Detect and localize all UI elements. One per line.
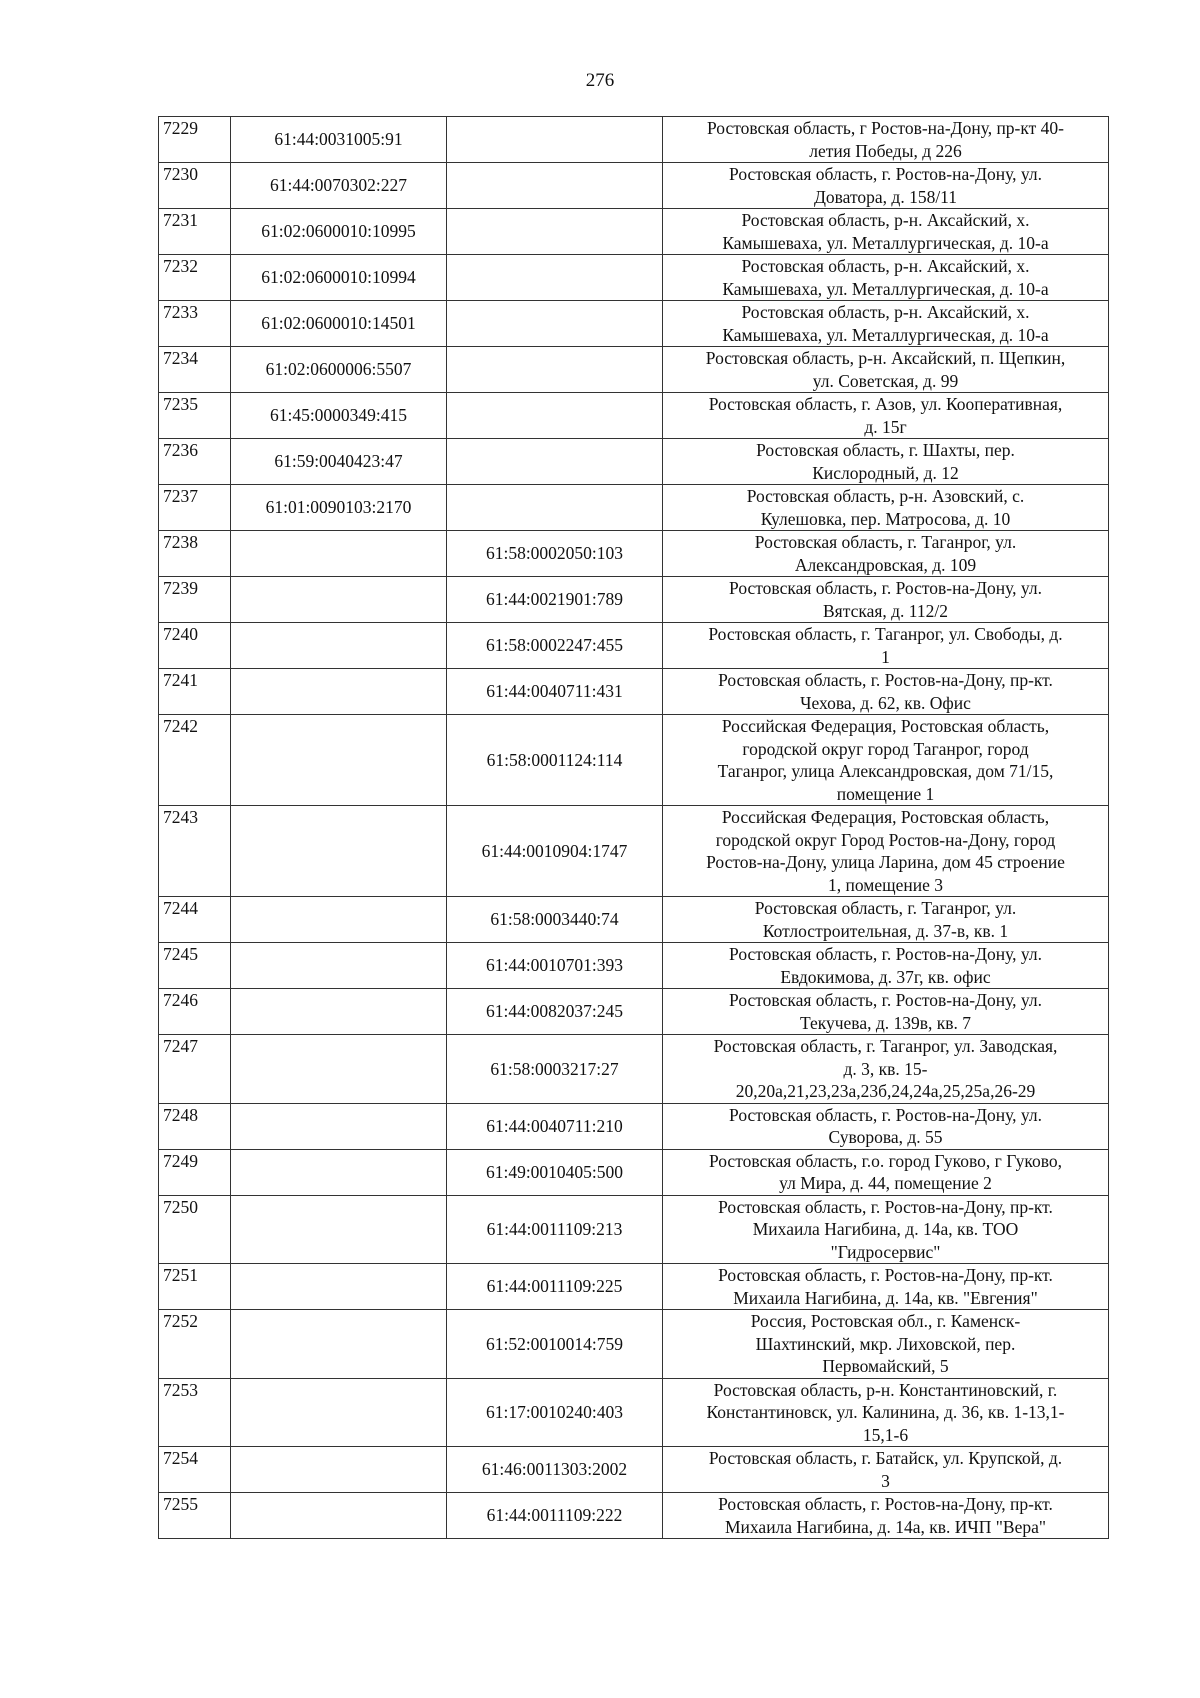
row-number-cell: 7230 [159,163,231,209]
cadastral-number-cell [231,1195,447,1264]
row-number-cell: 7240 [159,623,231,669]
building-cadastral-number-cell: 61:46:0011303:2002 [447,1447,663,1493]
row-number-cell: 7231 [159,209,231,255]
address-cell [663,715,1109,806]
address-line: Камышеваха, ул. Металлургическая, д. 10-а [722,278,1049,299]
table-row [159,806,1109,897]
cadastral-number-cell [231,1378,447,1447]
table-row [159,1447,1109,1493]
cadastral-number-cell [231,669,447,715]
property-registry-table [158,116,1109,1539]
address-cell [663,897,1109,943]
row-number-cell: 7229 [159,117,231,163]
address-line: 15,1-6 [862,1424,909,1445]
building-cadastral-number-cell: 61:58:0002050:103 [447,531,663,577]
building-cadastral-number-cell: 61:44:0010701:393 [447,943,663,989]
row-number-cell: 7236 [159,439,231,485]
address-cell [663,1310,1109,1379]
building-cadastral-number-cell [447,117,663,163]
table-row [159,1149,1109,1195]
address-line: Суворова, д. 55 [828,1127,943,1147]
address-line: Ростов-на-Дону, улица Ларина, дом 45 строение [706,852,1065,872]
address-cell [663,1103,1109,1149]
address-cell [663,577,1109,623]
row-number-cell: 7247 [159,1035,231,1104]
cadastral-number-cell: 61:02:0600006:5507 [231,347,447,393]
address-line: Ростовская область, г.о. город Гуково, г Гуково, [708,1150,1063,1171]
cadastral-number-cell: 61:59:0040423:47 [231,439,447,485]
table-row [159,301,1109,347]
cadastral-number-cell [231,577,447,623]
address-line: Ростовская область, г. Батайск, ул. Крупской, д. [708,1448,1063,1468]
cadastral-number-cell [231,943,447,989]
building-cadastral-number-cell: 61:58:0001124:114 [447,715,663,806]
table-row [159,1035,1109,1104]
address-cell [663,393,1109,439]
building-cadastral-number-cell: 61:17:0010240:403 [447,1378,663,1447]
address-line: ул. Советская, д. 99 [812,370,959,391]
building-cadastral-number-cell [447,209,663,255]
address-line: Вятская, д. 112/2 [822,600,949,621]
address-line: Первомайский, 5 [822,1356,949,1376]
building-cadastral-number-cell [447,163,663,209]
cadastral-number-cell [231,715,447,806]
building-cadastral-number-cell: 61:44:0082037:245 [447,989,663,1035]
address-cell [663,1378,1109,1447]
cadastral-number-cell: 61:45:0000349:415 [231,393,447,439]
address-cell [663,1195,1109,1264]
building-cadastral-number-cell: 61:49:0010405:500 [447,1149,663,1195]
address-line: Ростовская область, г. Ростов-на-Дону, пр-кт. [718,1494,1053,1514]
table-row [159,715,1109,806]
building-cadastral-number-cell [447,347,663,393]
cadastral-number-cell [231,1310,447,1379]
row-number-cell: 7245 [159,943,231,989]
cadastral-number-cell [231,1103,447,1149]
building-cadastral-number-cell: 61:44:0010904:1747 [447,806,663,897]
cadastral-number-cell [231,1149,447,1195]
row-number-cell: 7251 [159,1264,231,1310]
row-number-cell: 7255 [159,1493,231,1539]
table-row [159,1264,1109,1310]
table-row [159,1493,1109,1539]
address-line: 3 [881,1470,890,1491]
address-line: 20,20а,21,23,23а,23б,24,24а,25,25а,26-29 [735,1081,1036,1101]
address-line: Котлостроительная, д. 37-в, кв. 1 [762,920,1009,941]
building-cadastral-number-cell: 61:58:0002247:455 [447,623,663,669]
building-cadastral-number-cell: 61:44:0040711:210 [447,1103,663,1149]
address-cell [663,163,1109,209]
address-line: 1 [881,646,890,667]
table-row [159,577,1109,623]
table-row [159,485,1109,531]
address-cell [663,989,1109,1035]
table-row [159,989,1109,1035]
address-cell [663,439,1109,485]
row-number-cell: 7241 [159,669,231,715]
table-row [159,347,1109,393]
address-line: Российская Федерация, Ростовская область, [721,807,1050,827]
address-line: Ростовская область, г. Таганрог, ул. [754,898,1017,918]
row-number-cell: 7252 [159,1310,231,1379]
address-cell [663,255,1109,301]
row-number-cell: 7239 [159,577,231,623]
cadastral-number-cell: 61:02:0600010:10994 [231,255,447,301]
address-line: летия Победы, д 226 [809,140,962,161]
row-number-cell: 7253 [159,1378,231,1447]
address-line: Ростовская область, г. Ростов-на-Дону, пр-кт. [718,1196,1053,1217]
address-line: Евдокимова, д. 37г, кв. офис [780,966,991,987]
building-cadastral-number-cell: 61:52:0010014:759 [447,1310,663,1379]
row-number-cell: 7250 [159,1195,231,1264]
building-cadastral-number-cell: 61:44:0021901:789 [447,577,663,623]
address-cell [663,1264,1109,1310]
address-line: Ростовская область, г. Шахты, пер. [756,440,1015,460]
address-line: Ростовская область, г. Ростов-на-Дону, пр-кт. [718,670,1053,690]
table-row [159,897,1109,943]
row-number-cell: 7242 [159,715,231,806]
address-line: Ростовская область, г. Ростов-на-Дону, ул. [729,990,1042,1010]
address-line: Михаила Нагибина, д. 14а, кв. ТОО [752,1219,1019,1239]
address-line: Текучева, д. 139в, кв. 7 [799,1012,972,1033]
table-row [159,531,1109,577]
address-line: Михаила Нагибина, д. 14а, кв. ИЧП "Вера" [724,1516,1046,1537]
address-line: Михаила Нагибина, д. 14а, кв. "Евгения" [733,1287,1038,1308]
address-line: Ростовская область, г. Ростов-на-Дону, ул. [729,1104,1042,1125]
address-line: Ростовская область, г. Таганрог, ул. Свободы, д. [708,624,1063,644]
address-line: Ростовская область, р-н. Аксайский, п. Щепкин, [705,348,1066,368]
address-line: Ростовская область, р-н. Аксайский, х. [741,210,1030,230]
address-line: Константиновск, ул. Калинина, д. 36, кв. 1-13,1- [706,1402,1065,1422]
table-row [159,1195,1109,1264]
row-number-cell: 7238 [159,531,231,577]
cadastral-number-cell [231,806,447,897]
address-cell [663,1149,1109,1195]
address-cell [663,1493,1109,1539]
row-number-cell: 7233 [159,301,231,347]
address-cell [663,117,1109,163]
address-cell [663,347,1109,393]
address-line: Ростовская область, г. Таганрог, ул. Заводская, [713,1036,1058,1056]
table-row [159,669,1109,715]
address-line: Доватора, д. 158/11 [813,186,958,207]
table-row [159,209,1109,255]
address-line: Россия, Ростовская обл., г. Каменск- [750,1311,1021,1331]
address-line: Ростовская область, г. Азов, ул. Кооперативная, [708,394,1063,414]
row-number-cell: 7248 [159,1103,231,1149]
building-cadastral-number-cell [447,439,663,485]
address-line: Ростовская область, г Ростов-на-Дону, пр-кт 40- [706,118,1065,138]
address-line: Камышеваха, ул. Металлургическая, д. 10-а [722,232,1049,253]
table-row [159,1378,1109,1447]
building-cadastral-number-cell: 61:58:0003440:74 [447,897,663,943]
address-cell [663,669,1109,715]
address-line: Ростовская область, р-н. Азовский, с. [746,486,1025,506]
cadastral-number-cell [231,897,447,943]
table-row [159,255,1109,301]
page-number: 276 [585,70,615,91]
address-line: Ростовская область, г. Таганрог, ул. [754,532,1017,552]
address-line: 1, помещение 3 [828,874,943,895]
row-number-cell: 7235 [159,393,231,439]
cadastral-number-cell [231,623,447,669]
address-line: Таганрог, улица Александровская, дом 71/15, [717,761,1054,781]
row-number-cell: 7237 [159,485,231,531]
building-cadastral-number-cell: 61:58:0003217:27 [447,1035,663,1104]
cadastral-number-cell [231,1035,447,1104]
address-cell [663,623,1109,669]
address-line: Чехова, д. 62, кв. Офис [800,692,971,713]
cadastral-number-cell: 61:44:0031005:91 [231,117,447,163]
address-line: Шахтинский, мкр. Лиховской, пер. [755,1333,1016,1354]
cadastral-number-cell [231,1493,447,1539]
row-number-cell: 7244 [159,897,231,943]
building-cadastral-number-cell [447,393,663,439]
registry-table-body [159,117,1109,1539]
address-line: Кислородный, д. 12 [812,462,959,483]
address-line: Кулешовка, пер. Матросова, д. 10 [760,508,1011,529]
row-number-cell: 7234 [159,347,231,393]
address-line: городской округ Город Ростов-на-Дону, город [715,829,1056,850]
row-number-cell: 7243 [159,806,231,897]
address-line: городской округ город Таганрог, город [742,738,1029,759]
building-cadastral-number-cell [447,301,663,347]
address-cell [663,485,1109,531]
address-cell [663,531,1109,577]
building-cadastral-number-cell: 61:44:0040711:431 [447,669,663,715]
table-row [159,117,1109,163]
address-line: Ростовская область, г. Ростов-на-Дону, ул. [729,578,1042,598]
address-cell [663,943,1109,989]
address-line: Ростовская область, г. Ростов-на-Дону, ул. [729,164,1042,184]
cadastral-number-cell [231,1264,447,1310]
row-number-cell: 7232 [159,255,231,301]
building-cadastral-number-cell: 61:44:0011109:222 [447,1493,663,1539]
address-line: Камышеваха, ул. Металлургическая, д. 10-а [722,324,1049,345]
cadastral-number-cell [231,1447,447,1493]
building-cadastral-number-cell: 61:44:0011109:225 [447,1264,663,1310]
address-line: д. 3, кв. 15- [843,1058,928,1079]
address-cell [663,1035,1109,1104]
building-cadastral-number-cell [447,485,663,531]
cadastral-number-cell [231,989,447,1035]
address-cell [663,806,1109,897]
address-cell [663,301,1109,347]
address-line: д. 15г [864,416,907,437]
address-line: Ростовская область, р-н. Аксайский, х. [741,256,1030,276]
cadastral-number-cell: 61:44:0070302:227 [231,163,447,209]
table-row [159,1103,1109,1149]
row-number-cell: 7246 [159,989,231,1035]
address-line: Ростовская область, г. Ростов-на-Дону, ул. [729,944,1042,964]
cadastral-number-cell: 61:02:0600010:10995 [231,209,447,255]
address-line: Ростовская область, г. Ростов-на-Дону, пр-кт. [718,1265,1053,1285]
table-row [159,163,1109,209]
table-row [159,393,1109,439]
address-line: помещение 1 [836,783,935,804]
row-number-cell: 7249 [159,1149,231,1195]
address-line: Александровская, д. 109 [794,554,977,575]
table-row [159,439,1109,485]
table-row [159,1310,1109,1379]
building-cadastral-number-cell: 61:44:0011109:213 [447,1195,663,1264]
table-row [159,623,1109,669]
cadastral-number-cell: 61:02:0600010:14501 [231,301,447,347]
address-line: Ростовская область, р-н. Константиновский, г. [713,1379,1058,1400]
address-cell [663,209,1109,255]
address-line: ул Мира, д. 44, помещение 2 [779,1173,992,1193]
table-row [159,943,1109,989]
building-cadastral-number-cell [447,255,663,301]
address-line: Ростовская область, р-н. Аксайский, х. [741,302,1030,322]
cadastral-number-cell [231,531,447,577]
address-line: Российская Федерация, Ростовская область, [721,716,1050,736]
address-cell [663,1447,1109,1493]
address-line: "Гидросервис" [830,1241,941,1262]
cadastral-number-cell: 61:01:0090103:2170 [231,485,447,531]
row-number-cell: 7254 [159,1447,231,1493]
